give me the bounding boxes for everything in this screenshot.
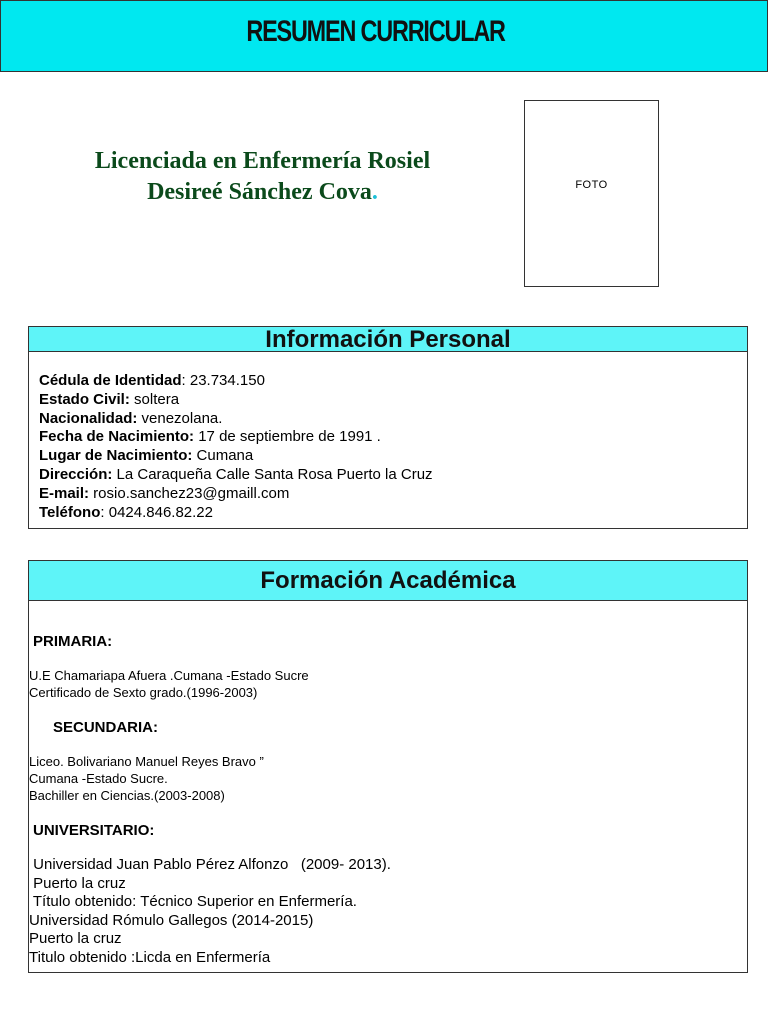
id-number-row — [39, 372, 433, 391]
field-value: 17 de septiembre de 1991 . — [194, 428, 381, 446]
primary-details — [29, 667, 309, 701]
photo-label: FOTO — [575, 179, 608, 191]
phone-row — [39, 504, 433, 523]
field-label: Fecha de Nacimiento: — [39, 428, 195, 446]
secondary-line: Liceo. Bolivariano Manuel Reyes Bravo ” — [29, 754, 264, 769]
university-line: Universidad Rómulo Gallegos (2014-2015) — [29, 911, 314, 929]
university-line: Puerto la cruz — [29, 874, 126, 892]
field-value: Cumana — [192, 447, 254, 465]
university-line: Puerto la cruz — [29, 930, 122, 947]
university-line: Universidad Juan Pablo Pérez Alfonzo (2009- 2013). — [29, 856, 391, 873]
field-value: : 23.734.150 — [181, 372, 265, 389]
candidate-name-line2: Desireé Sánchez Cova — [147, 179, 372, 205]
field-value: La Caraqueña Calle Santa Rosa Puerto la Cruz — [112, 465, 433, 483]
nationality-row — [39, 410, 433, 429]
field-label: Cédula de Identidad — [39, 372, 182, 389]
secondary-line: Bachiller en Ciencias.(2003-2008) — [29, 788, 225, 803]
secondary-details — [29, 753, 264, 804]
secondary-line: Cumana -Estado Sucre. — [29, 771, 168, 786]
candidate-name — [30, 146, 495, 208]
field-label: Estado Civil: — [39, 390, 130, 408]
field-value: soltera — [129, 390, 180, 408]
primary-title: PRIMARIA: — [33, 633, 113, 650]
university-details — [29, 856, 391, 967]
name-dot: . — [371, 179, 378, 205]
document-title: RESUMEN CURRICULAR — [246, 15, 505, 48]
address-row — [39, 466, 433, 485]
field-label: Dirección: — [39, 465, 113, 483]
civil-status-row — [39, 391, 433, 410]
personal-info-section — [28, 326, 748, 529]
personal-info-list — [39, 372, 433, 522]
field-label: E-mail: — [39, 484, 90, 502]
primary-line: Certificado de Sexto grado.(1996-2003) — [29, 685, 258, 700]
academic-heading: Formación Académica — [29, 561, 747, 601]
university-line: Título obtenido: Técnico Superior en Enfermería. — [29, 893, 357, 910]
secondary-title: SECUNDARIA: — [53, 719, 158, 736]
field-label: Nacionalidad: — [39, 409, 138, 427]
university-line: Titulo obtenido :Licda en Enfermería — [29, 948, 271, 966]
field-label: Teléfono — [39, 503, 101, 521]
email-row — [39, 485, 433, 504]
photo-placeholder — [524, 100, 659, 287]
birth-place-row — [39, 447, 433, 466]
personal-info-heading: Información Personal — [29, 327, 747, 352]
university-title: UNIVERSITARIO: — [33, 822, 155, 839]
header-banner — [0, 0, 768, 72]
birth-date-row — [39, 428, 433, 447]
field-value: venezolana. — [137, 409, 223, 427]
field-label: Lugar de Nacimiento: — [39, 447, 193, 465]
academic-section — [28, 560, 748, 973]
field-value: rosio.sanchez23@gmaill.com — [89, 484, 290, 502]
candidate-name-line1: Licenciada en Enfermería Rosiel — [94, 148, 431, 174]
primary-line: U.E Chamariapa Afuera .Cumana -Estado Sucre — [29, 668, 309, 683]
field-value: : 0424.846.82.22 — [100, 503, 213, 521]
